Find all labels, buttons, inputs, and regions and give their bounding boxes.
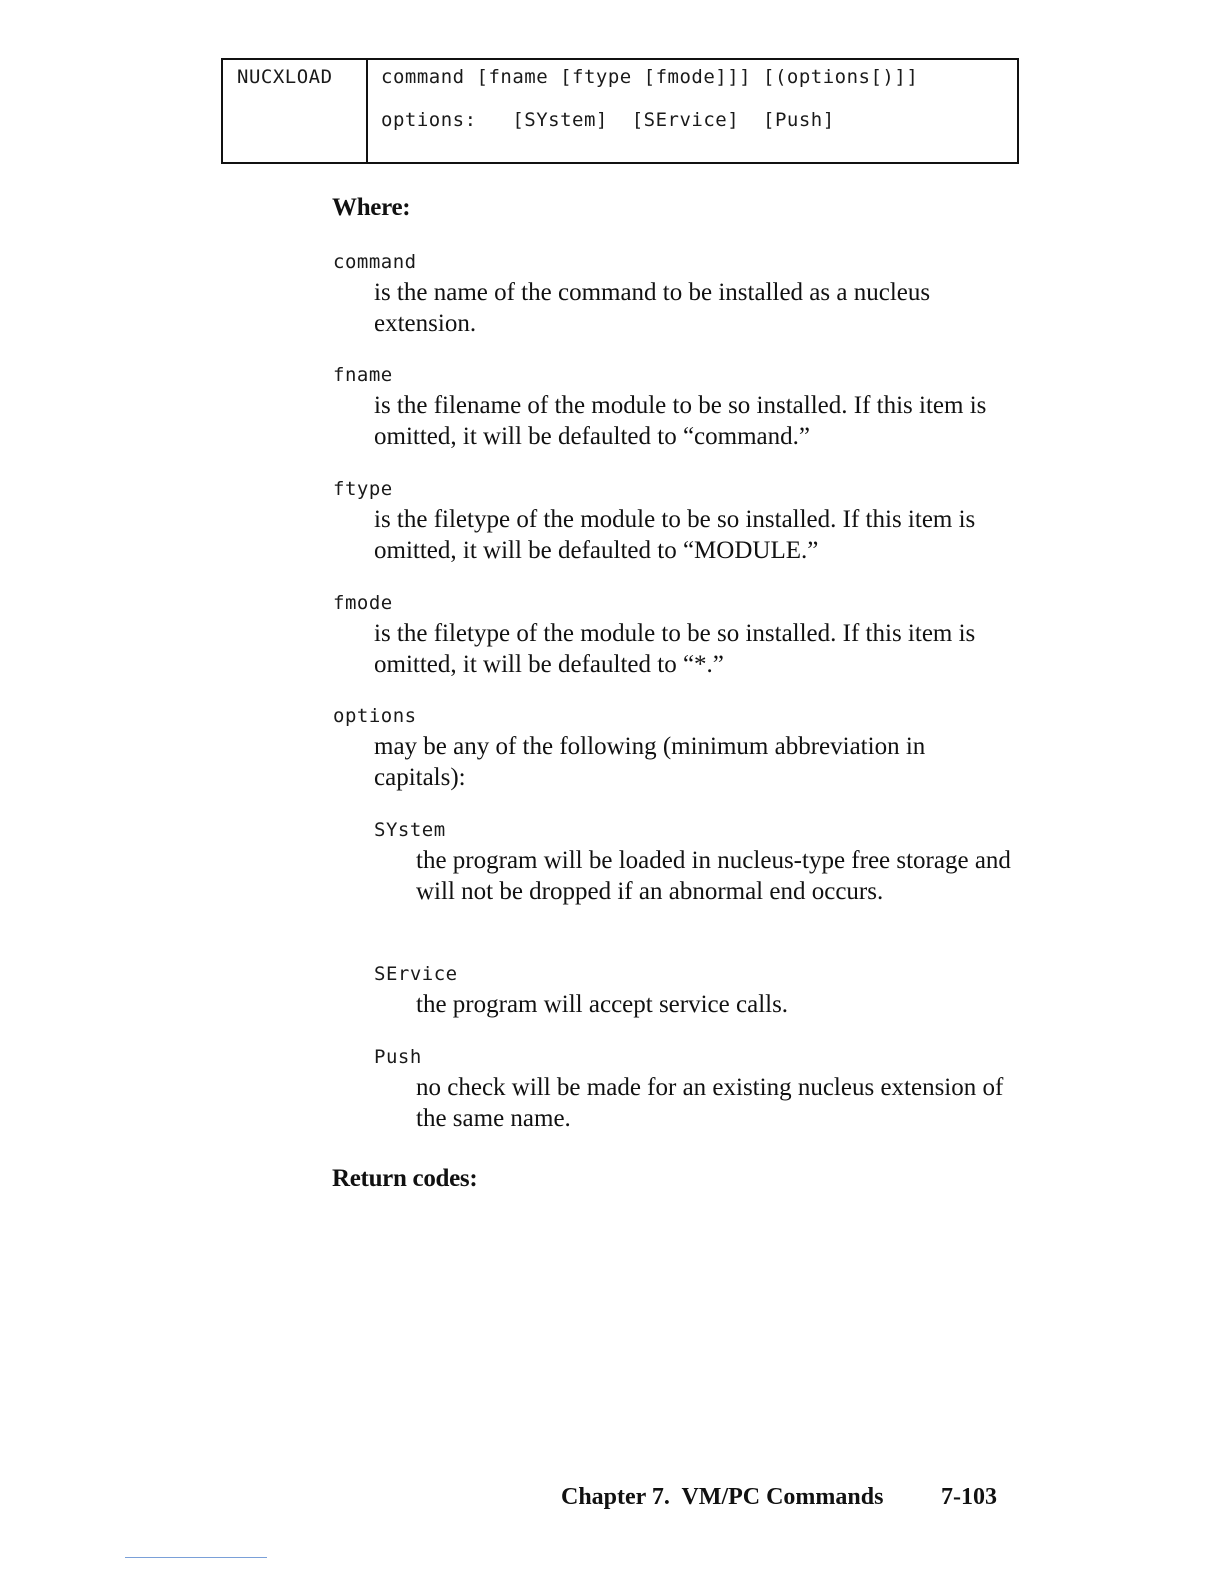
param-desc-fname: is the filename of the module to be so installed. If this item is omitted, it will be defaulted to “command.”	[374, 392, 987, 450]
option-desc-push: no check will be made for an existing nucleus extension of the same name.	[416, 1074, 1004, 1132]
option-term-service: SErvice	[374, 963, 458, 985]
option-term-push: Push	[374, 1046, 422, 1068]
param-term-fmode: fmode	[333, 592, 393, 614]
param-desc-options: may be any of the following (minimum abbreviation in capitals):	[374, 733, 926, 791]
footer-page-number: 7-103	[941, 1484, 997, 1510]
where-heading: Where:	[332, 194, 411, 221]
param-term-ftype: ftype	[333, 478, 393, 500]
param-term-options: options	[333, 705, 417, 727]
scan-artifact-line	[125, 1557, 267, 1558]
syntax-line-2: options: [SYstem] [SErvice] [Push]	[381, 109, 835, 131]
syntax-line-1: command [fname [ftype [fmode]]] [(options[)]]	[381, 66, 919, 88]
return-codes-heading: Return codes:	[332, 1165, 478, 1192]
param-desc-ftype: is the filetype of the module to be so installed. If this item is omitted, it will be defaulted to “MODULE.”	[374, 506, 976, 564]
param-term-fname: fname	[333, 364, 393, 386]
option-desc-system: the program will be loaded in nucleus-type free storage and will not be dropped if an abnormal end occurs.	[416, 847, 1011, 905]
syntax-box	[221, 58, 1019, 164]
param-desc-fmode: is the filetype of the module to be so installed. If this item is omitted, it will be defaulted to “*.”	[374, 620, 976, 678]
syntax-divider	[366, 60, 368, 162]
param-term-command: command	[333, 251, 417, 273]
option-desc-service: the program will accept service calls.	[416, 991, 789, 1018]
command-name: NUCXLOAD	[237, 66, 333, 88]
option-term-system: SYstem	[374, 819, 446, 841]
footer-chapter: Chapter 7. VM/PC Commands	[561, 1484, 884, 1510]
param-desc-command: is the name of the command to be installed as a nucleus extension.	[374, 279, 931, 337]
